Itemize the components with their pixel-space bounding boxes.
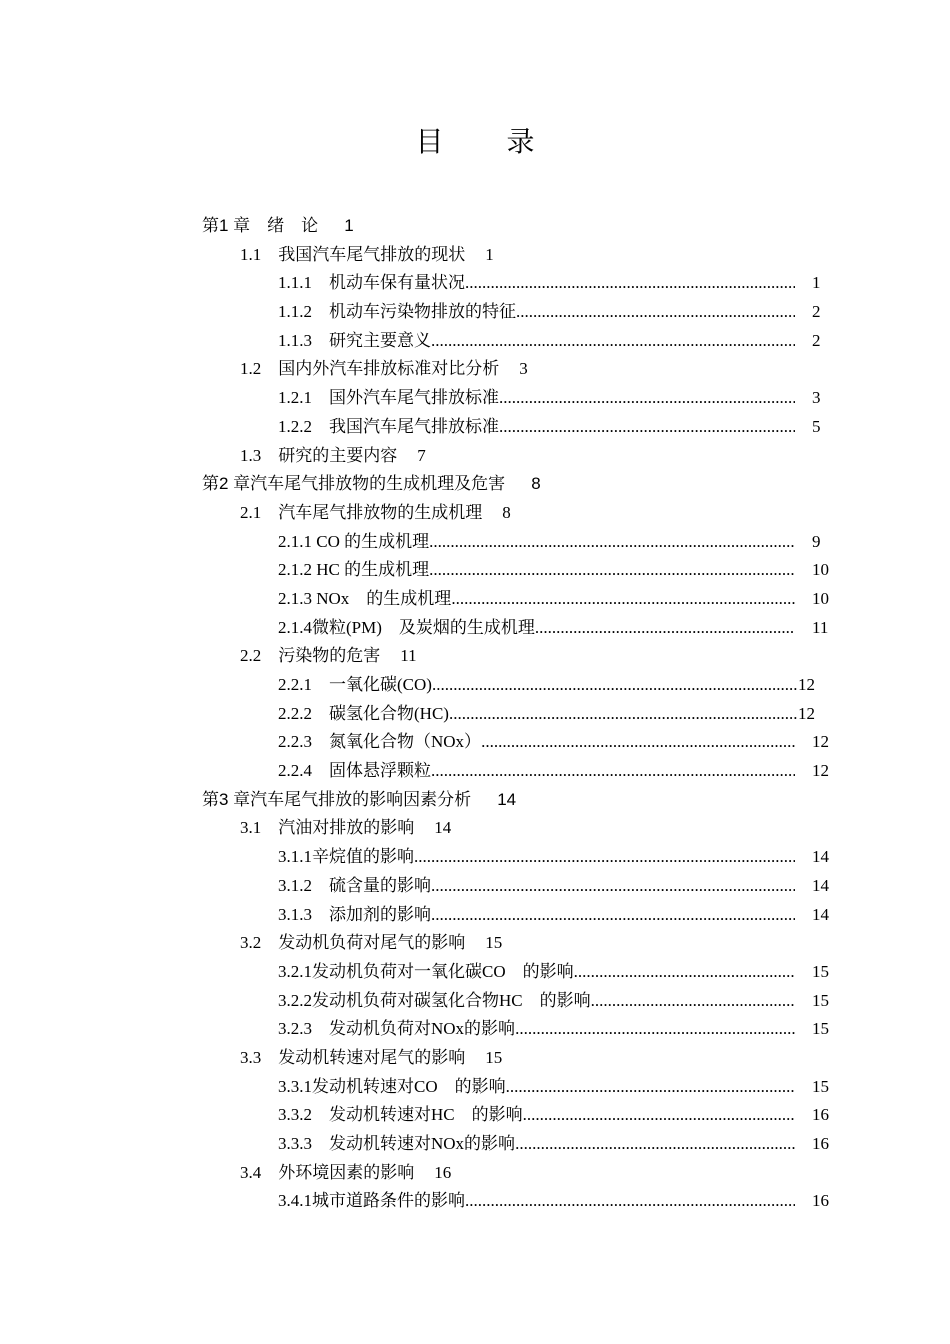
toc-page-number: 14 xyxy=(434,818,452,838)
toc-section-line xyxy=(240,814,451,843)
toc-page-number: 11 xyxy=(812,617,829,637)
dot-leader xyxy=(515,1130,795,1159)
dot-leader xyxy=(574,958,795,987)
toc-page-number: 1 xyxy=(485,244,494,264)
toc-page-number: 16 xyxy=(812,1191,829,1211)
toc-entry[interactable] xyxy=(0,814,950,843)
toc-entry-line xyxy=(278,585,795,614)
toc-entry-line xyxy=(278,700,815,729)
toc-page-number: 10 xyxy=(812,588,829,608)
toc-entry[interactable] xyxy=(0,1015,950,1044)
toc-chapter-line xyxy=(202,786,516,815)
dot-leader xyxy=(429,528,795,557)
toc-entry-line xyxy=(278,901,795,930)
toc-entry[interactable] xyxy=(0,327,950,356)
dot-leader xyxy=(431,757,795,786)
toc-entry-line xyxy=(278,728,795,757)
toc-entry-title: 2.2.1 一氧化碳(CO) xyxy=(278,675,432,694)
toc-entry-title: 1.1.1 机动车保有量状况 xyxy=(278,273,465,293)
toc-entry-line xyxy=(278,987,795,1016)
toc-page-number: 14 xyxy=(812,847,829,867)
toc-entry-line xyxy=(278,413,795,442)
toc-entry-title: 3.4 外环境因素的影响 xyxy=(240,1162,415,1182)
toc-page-number: 16 xyxy=(812,1134,829,1153)
dot-leader xyxy=(481,728,795,757)
toc-entry-title: 2.2.4 固体悬浮颗粒 xyxy=(278,761,431,781)
dot-leader xyxy=(431,872,795,901)
toc-entry[interactable] xyxy=(0,1101,950,1130)
toc-page-number: 12 xyxy=(812,761,829,781)
toc-entry[interactable] xyxy=(0,413,950,442)
toc-entry-title: 2.1.4微粒(PM) 及炭烟的生成机理 xyxy=(278,617,535,637)
toc-page-number: 15 xyxy=(812,990,829,1010)
toc-entry-title: 3.4.1城市道路条件的影响 xyxy=(278,1191,465,1211)
toc-entry[interactable] xyxy=(0,212,950,241)
toc-page-number: 12 xyxy=(812,732,829,752)
toc-page-number: 12 xyxy=(798,703,815,723)
toc-entry-title: 3.3 发动机转速对尾气的影响 xyxy=(240,1047,466,1067)
toc-entry[interactable] xyxy=(0,642,950,671)
toc-section-line xyxy=(240,1044,502,1073)
toc-entry-title: 3.1.2 硫含量的影响 xyxy=(278,875,431,895)
toc-entry-line xyxy=(278,1101,795,1130)
toc-entry-title: 3.2.3 发动机负荷对NOx的影响 xyxy=(278,1019,516,1039)
toc-page-number: 15 xyxy=(812,961,829,981)
toc-entry[interactable] xyxy=(0,728,950,757)
toc-entry-title: 1.3 研究的主要内容 xyxy=(240,445,398,465)
toc-entry-title: 3.2.1发动机负荷对一氧化碳CO 的影响 xyxy=(278,961,574,981)
toc-entry[interactable] xyxy=(0,241,950,270)
toc-entry-title: 第2 章汽车尾气排放物的生成机理及危害 xyxy=(202,474,506,494)
toc-section-line xyxy=(240,1159,451,1188)
toc-entry[interactable] xyxy=(0,528,950,557)
dot-leader xyxy=(535,614,795,643)
dot-leader xyxy=(432,671,798,700)
toc-entry[interactable] xyxy=(0,1187,950,1216)
toc-section-line xyxy=(240,355,528,384)
dot-leader xyxy=(523,1101,795,1130)
toc-entry[interactable] xyxy=(0,700,950,729)
toc-entry-title: 1.1.2 机动车污染物排放的特征 xyxy=(278,302,516,322)
toc-page-number: 12 xyxy=(798,675,815,694)
toc-entry-line xyxy=(278,671,815,700)
toc-entry[interactable] xyxy=(0,1130,950,1159)
toc-entry-line xyxy=(278,384,795,413)
toc-entry[interactable] xyxy=(0,1159,950,1188)
toc-chapter-line xyxy=(202,470,541,499)
dot-leader xyxy=(449,700,798,729)
toc-entry-title: 1.1 我国汽车尾气排放的现状 xyxy=(240,244,466,264)
toc-entry-title: 3.2.2发动机负荷对碳氢化合物HC 的影响 xyxy=(278,990,591,1010)
toc-entry-line xyxy=(278,958,795,987)
toc-entry[interactable] xyxy=(0,987,950,1016)
toc-page-number: 1 xyxy=(344,216,354,235)
toc-page-number: 14 xyxy=(812,904,829,924)
toc-page-number: 14 xyxy=(497,789,517,809)
toc-entry-title: 第3 章汽车尾气排放的影响因素分析 xyxy=(202,789,472,809)
toc-page-number: 16 xyxy=(812,1105,829,1125)
dot-leader xyxy=(451,585,795,614)
toc-entry-line xyxy=(278,269,795,298)
toc-entry-title: 2.2.2 碳氢化合物(HC) xyxy=(278,703,449,723)
toc-entry-title: 1.2.2 我国汽车尾气排放标准 xyxy=(278,416,499,436)
toc-page-number: 3 xyxy=(812,388,821,408)
dot-leader xyxy=(414,843,795,872)
toc-page-number: 15 xyxy=(485,933,503,953)
toc-chapter-line xyxy=(202,212,354,241)
toc-entry[interactable] xyxy=(0,901,950,930)
toc-entry-line xyxy=(278,843,795,872)
toc-entry[interactable] xyxy=(0,671,950,700)
toc-entry-line xyxy=(278,298,795,327)
toc-entry-title: 3.3.3 发动机转速对NOx的影响 xyxy=(278,1134,516,1153)
toc-entry-title: 2.1.3 NOx 的生成机理 xyxy=(278,588,452,608)
toc-entry[interactable] xyxy=(0,556,950,585)
toc-entry[interactable] xyxy=(0,843,950,872)
toc-entry-title: 3.3.1发动机转速对CO 的影响 xyxy=(278,1076,506,1096)
toc-entry[interactable] xyxy=(0,470,950,499)
dot-leader xyxy=(465,269,795,298)
toc-page-number: 14 xyxy=(812,875,829,895)
toc-page-number: 7 xyxy=(417,445,426,465)
toc-entry[interactable] xyxy=(0,958,950,987)
toc-page-number: 15 xyxy=(812,1076,829,1096)
toc-entry-title: 1.2 国内外汽车排放标准对比分析 xyxy=(240,359,500,379)
toc-page-number: 9 xyxy=(812,531,821,551)
toc-page-number: 10 xyxy=(812,560,829,580)
toc-page-number: 5 xyxy=(812,416,821,436)
toc-section-line xyxy=(240,442,426,471)
toc-page-number: 15 xyxy=(812,1019,829,1039)
toc-section-line xyxy=(240,499,511,528)
toc-page-number: 2 xyxy=(812,302,821,322)
toc-entry[interactable] xyxy=(0,355,950,384)
dot-leader xyxy=(515,1015,795,1044)
dot-leader xyxy=(431,327,795,356)
toc-entry-title: 3.1.3 添加剂的影响 xyxy=(278,904,431,924)
toc-page-number: 11 xyxy=(400,646,417,666)
toc-entry[interactable] xyxy=(0,384,950,413)
toc-entry[interactable] xyxy=(0,929,950,958)
dot-leader xyxy=(499,384,795,413)
toc-page-number: 15 xyxy=(485,1047,503,1067)
toc-entry-title: 2.1.1 CO 的生成机理 xyxy=(278,531,430,551)
table-of-contents xyxy=(0,212,950,1216)
toc-entry[interactable] xyxy=(0,614,950,643)
toc-entry[interactable] xyxy=(0,298,950,327)
toc-entry-line xyxy=(278,556,795,585)
toc-entry-line xyxy=(278,614,795,643)
toc-entry[interactable] xyxy=(0,786,950,815)
page-title: 目 录 xyxy=(415,127,563,158)
toc-entry-line xyxy=(278,1015,795,1044)
toc-entry[interactable] xyxy=(0,1073,950,1102)
toc-entry-title: 3.3.2 发动机转速对HC 的影响 xyxy=(278,1105,523,1125)
toc-entry-line xyxy=(278,1187,795,1216)
toc-entry[interactable] xyxy=(0,585,950,614)
toc-entry-title: 1.1.3 研究主要意义 xyxy=(278,330,431,350)
toc-section-line xyxy=(240,642,417,671)
dot-leader xyxy=(465,1187,795,1216)
toc-entry-title: 3.1.1辛烷值的影响 xyxy=(278,847,414,867)
toc-entry-title: 3.2 发动机负荷对尾气的影响 xyxy=(240,933,466,953)
toc-entry[interactable] xyxy=(0,872,950,901)
dot-leader xyxy=(506,1073,795,1102)
toc-entry-title: 3.1 汽油对排放的影响 xyxy=(240,818,415,838)
toc-entry[interactable] xyxy=(0,269,950,298)
dot-leader xyxy=(516,298,795,327)
toc-entry-line xyxy=(278,757,795,786)
toc-section-line xyxy=(240,929,502,958)
toc-page-number: 3 xyxy=(519,359,528,379)
toc-entry[interactable] xyxy=(0,442,950,471)
toc-entry-title: 2.1 汽车尾气排放物的生成机理 xyxy=(240,502,483,522)
toc-entry-line xyxy=(278,528,795,557)
toc-entry-line xyxy=(278,327,795,356)
toc-page-number: 16 xyxy=(434,1162,452,1182)
toc-entry-title: 第1 章 绪 论 xyxy=(202,216,319,235)
toc-entry[interactable] xyxy=(0,499,950,528)
toc-page-number: 8 xyxy=(502,502,511,522)
toc-page-number: 8 xyxy=(531,474,541,494)
toc-entry[interactable] xyxy=(0,1044,950,1073)
toc-entry-line xyxy=(278,1073,795,1102)
toc-entry-title: 1.2.1 国外汽车尾气排放标准 xyxy=(278,388,499,408)
toc-entry-line xyxy=(278,872,795,901)
dot-leader xyxy=(429,556,795,585)
toc-entry[interactable] xyxy=(0,757,950,786)
toc-entry-line xyxy=(278,1130,795,1159)
toc-entry-title: 2.2.3 氮氧化合物（NOx） xyxy=(278,732,482,752)
toc-entry-title: 2.1.2 HC 的生成机理 xyxy=(278,560,430,580)
toc-entry-title: 2.2 污染物的危害 xyxy=(240,646,381,666)
dot-leader xyxy=(591,987,795,1016)
dot-leader xyxy=(499,413,795,442)
toc-page-number: 2 xyxy=(812,330,821,350)
toc-page-number: 1 xyxy=(812,273,821,293)
dot-leader xyxy=(431,901,795,930)
toc-section-line xyxy=(240,241,494,270)
